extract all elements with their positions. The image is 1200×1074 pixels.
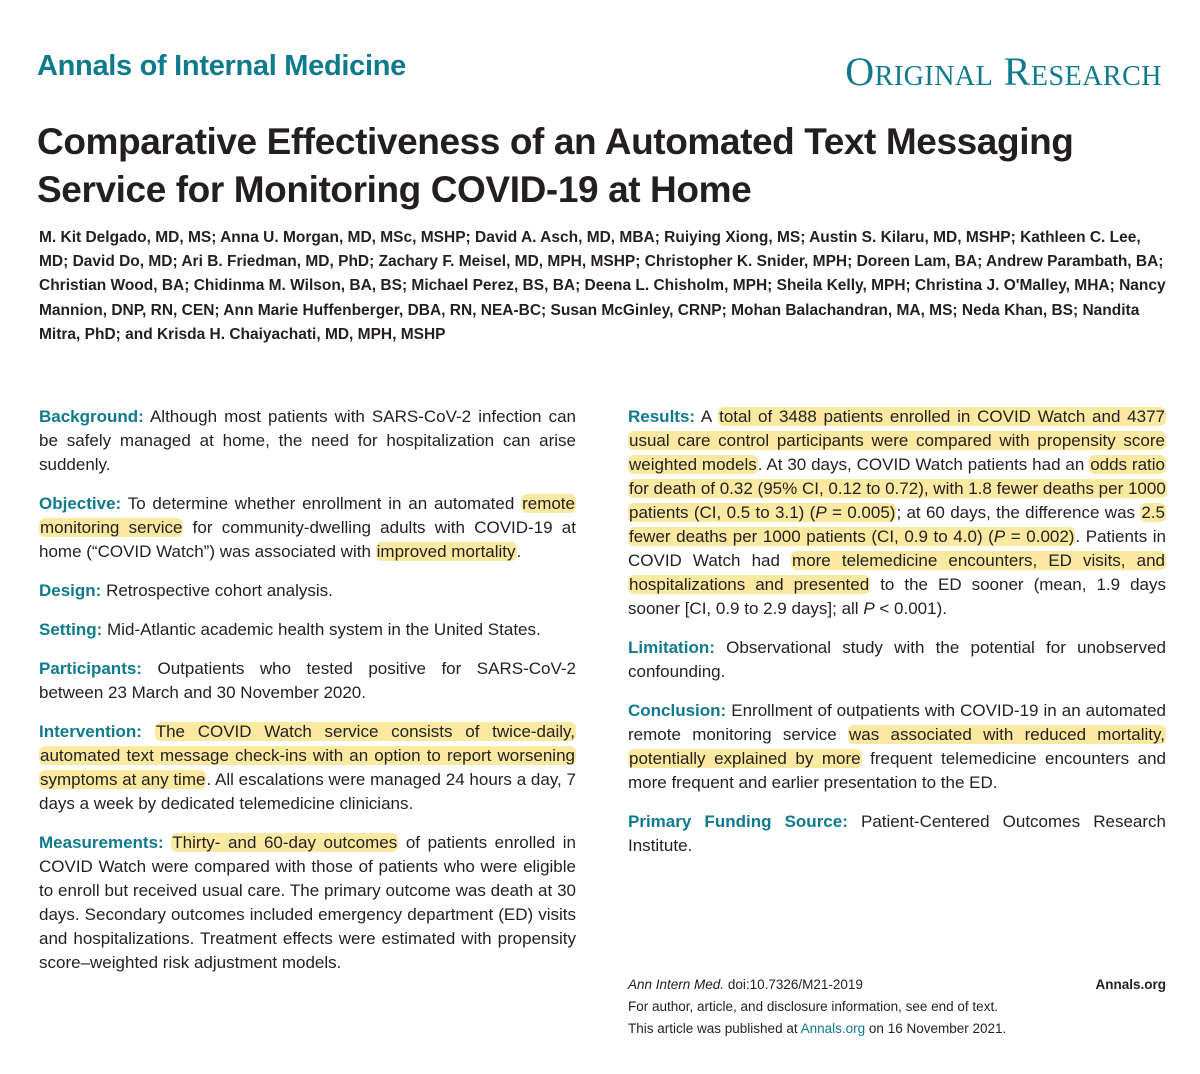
intervention-text: . All escalations were managed 24 hours a day, 7 days a week by dedicated telemedicine clinicians. [39,770,577,813]
conclusion-paragraph [628,699,1166,795]
highlight-intervention: The COVID Watch service consists of twice-daily, automated text message check-ins with an option to report worsening symptoms at any time [40,722,575,789]
results-text-d: . Patients in COVID Watch had [628,527,1166,570]
doi: doi:10.7326/M21-2019 [727,977,863,992]
citation-journal: Ann Intern Med. [628,977,725,992]
results-text-f: < 0.001). [879,599,947,618]
author-list: M. Kit Delgado, MD, MS; Anna U. Morgan, MD, MSc, MSHP; David A. Asch, MD, MBA; Ruiying Xiong, MS; Austin S. Kilaru, MD, MSHP; Kathleen C. Lee, MD; David Do, MD; Ari B. Friedman, MD, PhD; Zachary F. Meisel, MD, MPH, MSHP; Christopher K. Snider, MPH; Doreen Lam, BA; Andrew Parambath, BA; Christian Wood, BA; Chidinma M. Wilson, BA, BS; Michael Perez, BS, BA; Deena L. Chisholm, MPH; Sheila Kelly, MPH; Christina J. O'Malley, MHA; Nancy Mannion, DNP, RN, CEN; Ann Marie Huffenberger, DBA, RN, NEA-BC; Susan McGinley, CRNP; Mohan Balachandran, MA, MS; Neda Khan, BS; Nandita Mitra, PhD; and Krisda H. Chaiyachati, MD, MPH, MSHP [39,229,1166,343]
results-paragraph [628,405,1166,621]
setting-paragraph [39,618,576,642]
published-site-link[interactable]: Annals.org [800,1021,866,1036]
results-text-c: ; at 60 days, the difference was [896,503,1136,522]
setting-text: Mid-Atlantic academic health system in the United States. [107,620,541,639]
author-info-note: For author, article, and disclosure information, see end of text. [628,999,998,1014]
highlight-reduced-mortality: was associated with reduced mortality, potentially explained by more [629,725,1165,768]
objective-heading: Objective: [39,494,122,513]
measurements-text: of patients enrolled in COVID Watch were compared with those of patients who were eligible to enroll but received usual care. The primary outcome was death at 30 days. Secondary outcomes included emergency department (ED) visits and hospitalizations. Treatment effects were estimated with propensity score–weighted risk adjustment models. [39,833,576,972]
article-footer [628,974,1166,1040]
limitation-heading: Limitation: [628,638,715,657]
measurements-heading: Measurements: [39,833,164,852]
funding-paragraph [628,810,1166,858]
highlight-remote-monitoring: remote monitoring service [40,494,575,537]
abstract-left-column [39,405,576,990]
journal-site-link[interactable]: Annals.org [1095,977,1166,992]
limitation-paragraph [628,636,1166,684]
objective-paragraph [39,492,576,564]
participants-paragraph [39,657,576,705]
section-label: Original Research [845,49,1162,94]
design-heading: Design: [39,581,102,600]
results-heading: Results: [628,407,696,426]
limitation-text: Observational study with the potential for unobserved confounding. [628,638,1166,681]
highlight-improved-mortality: improved mortality [376,542,516,561]
conclusion-heading: Conclusion: [628,701,727,720]
highlight-telemedicine: more telemedicine encounters, ED visits, and hospitalizations and presented [629,551,1165,594]
citation [628,974,863,996]
background-paragraph [39,405,576,477]
objective-period: . [516,542,522,561]
journal-name: Annals of Internal Medicine [37,50,406,82]
funding-heading: Primary Funding Source: [628,812,848,831]
funding-text: Patient-Centered Outcomes Research Institute. [628,812,1166,855]
results-text-b: . At 30 days, COVID Watch patients had an [757,455,1085,474]
published-prefix: This article was published at [628,1021,798,1036]
highlight-odds-ratio: odds ratio for death of 0.32 (95% CI, 0.12 to 0.72), with 1.8 fewer deaths per 1000 patients (CI, 0.5 to 3.1) (P = 0.005) [629,455,1166,522]
citation-row [628,974,1166,996]
highlight-enrollment-totals: total of 3488 patients enrolled in COVID Watch and 4377 usual care control participants were compared with propensity score weighted models [629,407,1165,474]
highlight-60-day: 2.5 fewer deaths per 1000 patients (CI, 0.9 to 4.0) (P = 0.002) [629,503,1165,546]
design-paragraph [39,579,576,603]
article-title: Comparative Effectiveness of an Automated Text Messaging Service for Monitoring COVID-19 at Home [37,121,1074,210]
intervention-heading: Intervention: [39,722,142,741]
abstract-right-column [628,405,1166,873]
intervention-paragraph [39,720,576,816]
highlight-outcomes: Thirty- and 60-day outcomes [172,833,398,852]
background-text: Although most patients with SARS-CoV-2 infection can be safely managed at home, the need for hospitalization can arise suddenly. [39,407,576,474]
conclusion-text-2: frequent telemedicine encounters and more frequent and earlier presentation to the ED. [628,749,1166,792]
objective-text-2: for community-dwelling adults with COVID-19 at home (“COVID Watch”) was associated with [39,518,576,561]
setting-heading: Setting: [39,620,103,639]
results-p-value-label: P [863,599,875,618]
background-heading: Background: [39,407,144,426]
design-text: Retrospective cohort analysis. [106,581,333,600]
results-text-a: A [700,407,712,426]
published-date: on 16 November 2021. [868,1021,1007,1036]
participants-text: Outpatients who tested positive for SARS-CoV-2 between 23 March and 30 November 2020. [39,659,576,702]
publication-note [628,1018,1166,1040]
conclusion-text: Enrollment of outpatients with COVID-19 in an automated remote monitoring service [628,701,1166,744]
objective-text: To determine whether enrollment in an automated [127,494,515,513]
measurements-paragraph [39,831,576,975]
participants-heading: Participants: [39,659,142,678]
results-text-e: to the ED sooner (mean, 1.9 days sooner [CI, 0.9 to 2.9 days]; all [628,575,1166,618]
